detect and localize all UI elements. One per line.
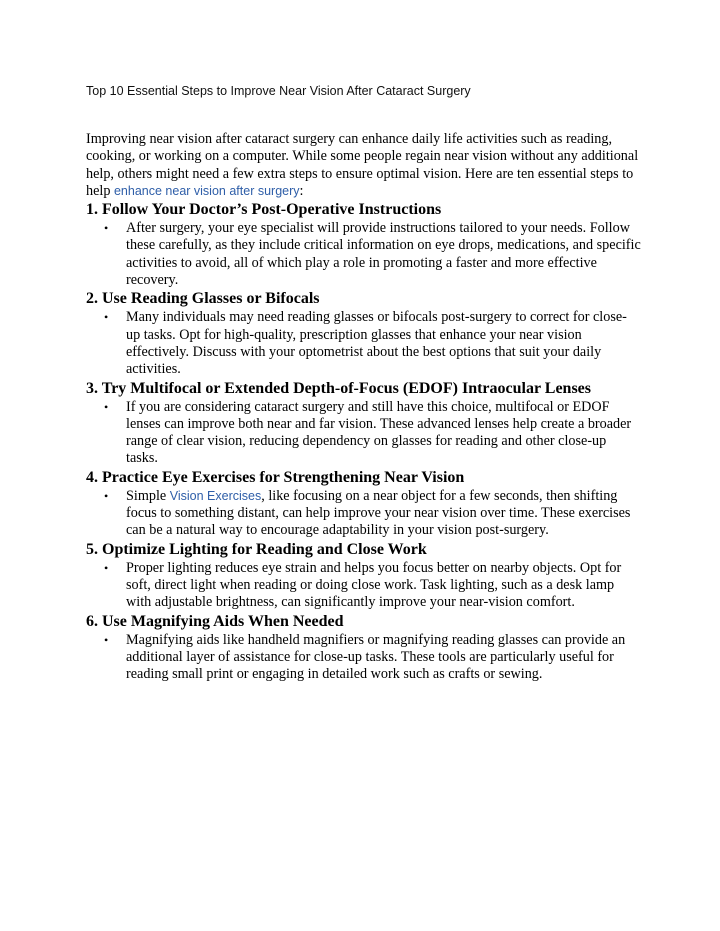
list-item — [86, 560, 641, 612]
intro-text: Improving near vision after cataract surgery can enhance daily life activities such as reading, cooking, or working on a computer. While some people regain near vision without any additional help, others might need a few extra steps to ensure optimal vision. Here are ten essential steps to help — [86, 131, 639, 199]
list-item — [86, 220, 641, 289]
bullet-prefix: Simple — [126, 487, 170, 504]
document-body — [86, 131, 641, 683]
vision-exercises-link[interactable]: Vision Exercises — [169, 488, 262, 503]
section-heading-6: 6. Use Magnifying Aids When Needed — [86, 612, 344, 630]
section-4-list — [86, 488, 641, 540]
section-1-list — [86, 220, 641, 289]
bullet-icon: • — [104, 488, 109, 503]
bullet-icon: • — [104, 310, 109, 325]
intro-suffix: : — [299, 182, 304, 199]
bullet-icon: • — [104, 560, 109, 575]
section-heading-3: 3. Try Multifocal or Extended Depth-of-Focus (EDOF) Intraocular Lenses — [86, 379, 592, 397]
bullet-text: , like focusing on a near object for a few seconds, then shifting focus to something distant, can help improve your near vision over time. These exercises can be a natural way to encourage adaptability in your vision post-surgery. — [126, 487, 631, 539]
bullet-text: If you are considering cataract surgery and still have this choice, multifocal or EDOF lenses can improve both near and far vision. These advanced lenses help create a broader range of clear vision, reducing dependency on glasses for reading and other close-up tasks. — [126, 398, 632, 467]
section-5-list — [86, 560, 641, 612]
list-item — [86, 399, 641, 468]
section-heading-2: 2. Use Reading Glasses or Bifocals — [86, 290, 320, 308]
section-3-list — [86, 399, 641, 468]
bullet-text: Proper lighting reduces eye strain and helps you focus better on nearby objects. Opt for soft, direct light when reading or doing close work. Task lighting, such as a desk lamp with adjustable brightness, can significantly improve your near-vision comfort. — [126, 559, 622, 611]
list-item — [86, 309, 641, 378]
section-heading-4: 4. Practice Eye Exercises for Strengthening Near Vision — [86, 468, 465, 486]
section-heading-5: 5. Optimize Lighting for Reading and Close Work — [86, 540, 427, 558]
bullet-icon: • — [104, 399, 109, 414]
section-2-list — [86, 309, 641, 378]
bullet-icon: • — [104, 221, 109, 236]
section-heading-1: 1. Follow Your Doctor’s Post-Operative Instructions — [86, 201, 442, 219]
bullet-icon: • — [104, 632, 109, 647]
list-item — [86, 632, 641, 684]
enhance-near-vision-link[interactable]: enhance near vision after surgery — [113, 183, 300, 198]
section-6-list — [86, 632, 641, 684]
bullet-text: After surgery, your eye specialist will provide instructions tailored to your needs. Follow these carefully, as they include critical information on eye drops, medications, and specific activities to avoid, all of which play a role in promoting a faster and more effective recovery. — [126, 220, 641, 289]
bullet-text: Magnifying aids like handheld magnifiers or magnifying reading glasses can provide an additional layer of assistance for close-up tasks. These tools are particularly useful for reading small print or engaging in detailed work such as crafts or sewing. — [126, 631, 626, 683]
intro-paragraph — [86, 131, 641, 200]
list-item — [86, 488, 641, 540]
document-title: Top 10 Essential Steps to Improve Near Vision After Cataract Surgery — [86, 84, 471, 98]
bullet-text: Many individuals may need reading glasses or bifocals post-surgery to correct for close-up tasks. Opt for high-quality, prescription glasses that enhance your near vision effectively. Discuss with your optometrist about the best options that suit your daily activities. — [126, 309, 627, 378]
